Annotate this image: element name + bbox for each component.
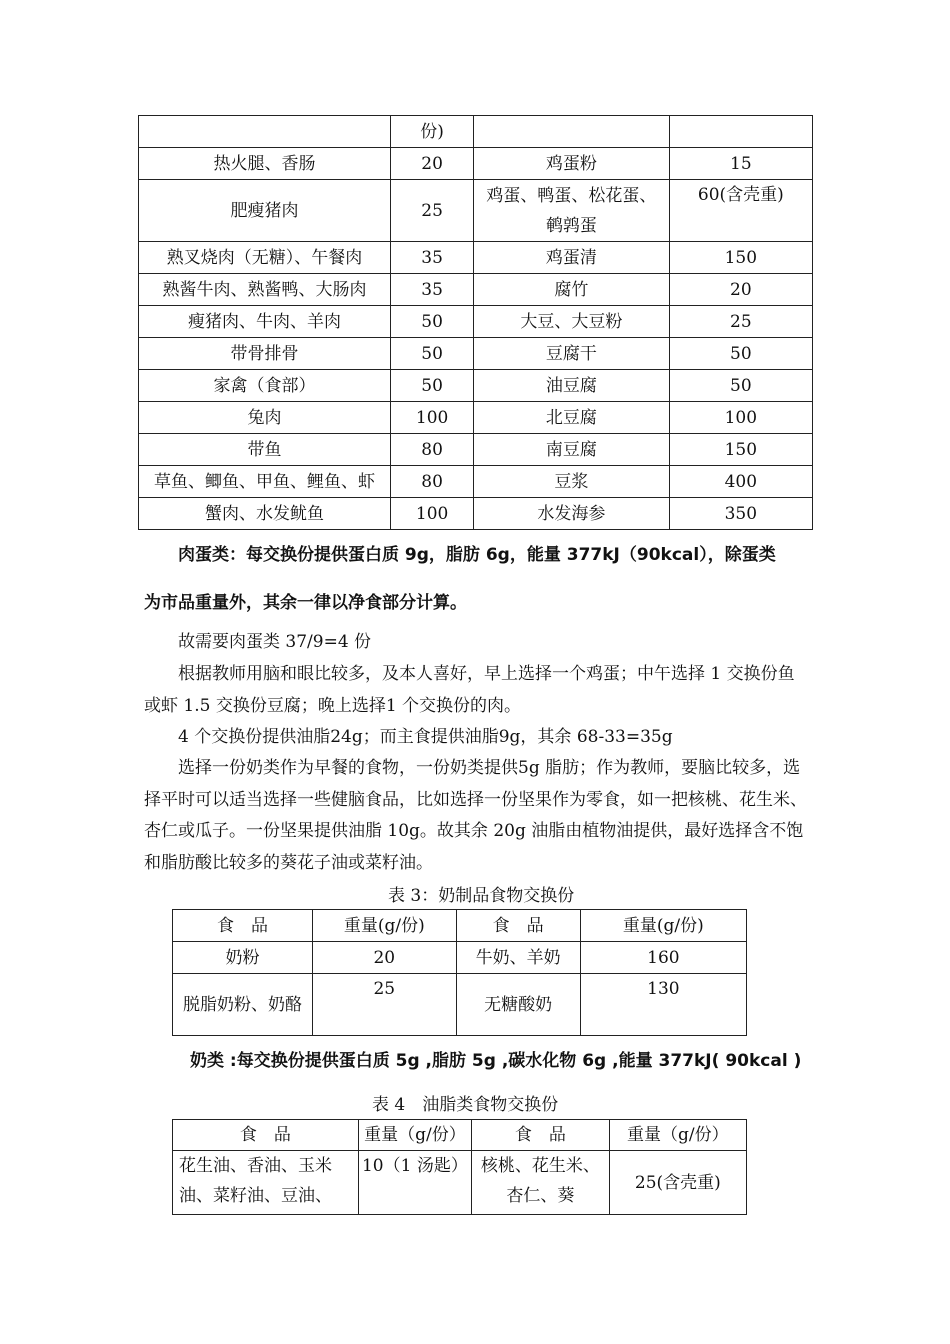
table-row [139,242,813,274]
table-cell: 蟹肉、水发鱿鱼 [139,498,391,530]
table-row [139,116,813,148]
milk-note: 奶类 :每交换份提供蛋白质 5g ,脂肪 5g ,碳水化物 6g ,能量 377kJ( 90kcal ) [190,1051,802,1071]
table-cell: 鸡蛋粉 [474,148,670,180]
table-row [139,180,813,242]
table-cell: 25 [669,306,812,338]
table-cell: 带鱼 [139,434,391,466]
paragraph-meat-portions: 故需要肉蛋类 37/9=4 份 [178,632,372,652]
table-cell: 25 [313,974,457,1036]
table-cell: 熟酱牛肉、熟酱鸭、大肠肉 [139,274,391,306]
table-cell: 豆腐干 [474,338,670,370]
fat-exchange-table [172,1119,747,1215]
milk-table-caption: 表 3：奶制品食物交换份 [388,886,575,906]
table-cell: 核桃、花生米、杏仁、葵 [472,1151,610,1215]
table-cell: 10（1 汤匙） [358,1151,471,1215]
table-cell: 鸡蛋清 [474,242,670,274]
table-cell: 80 [391,466,474,498]
table-cell: 35 [391,242,474,274]
table-cell: 带骨排骨 [139,338,391,370]
table-cell: 130 [580,974,746,1036]
table-row [173,1151,747,1215]
table-cell: 奶粉 [173,942,313,974]
table-cell: 15 [669,148,812,180]
table-cell: 50 [391,370,474,402]
table-cell: 35 [391,274,474,306]
paragraph-milk-nuts: 选择一份奶类作为早餐的食物，一份奶类提供5g 脂肪；作为教师，要脑比较多，选择平时可以适当选择一些健脑食品，比如选择一份坚果作为零食，如一把核桃、花生米、杏仁或瓜子。一份坚果提供油脂 10g。故其余 20g 油脂由植物油提供，最好选择含不饱和脂肪酸比较多的葵花子油或菜籽油。 [144,758,807,873]
table-cell [669,116,812,148]
table-cell: 份) [391,116,474,148]
meat-note-line1: 肉蛋类：每交换份提供蛋白质 9g，脂肪 6g，能量 377kJ（90kcal），除蛋类 [178,545,776,565]
milk-exchange-table [172,909,747,1036]
table-cell: 北豆腐 [474,402,670,434]
table-cell: 家禽（食部） [139,370,391,402]
table-row [139,274,813,306]
table-cell: 瘦猪肉、牛肉、羊肉 [139,306,391,338]
table-row [139,148,813,180]
fat-table-caption: 表 4 油脂类食物交换份 [372,1095,559,1115]
table-cell: 50 [391,306,474,338]
table-cell: 60(含壳重) [669,180,812,242]
table-cell: 100 [391,498,474,530]
table-cell: 鸡蛋、鸭蛋、松花蛋、鹌鹑蛋 [474,180,670,242]
table-cell: 80 [391,434,474,466]
table-cell: 25 [391,180,474,242]
table-cell: 南豆腐 [474,434,670,466]
table-cell: 脱脂奶粉、奶酪 [173,974,313,1036]
table-row [139,498,813,530]
table-cell: 400 [669,466,812,498]
table-cell: 20 [313,942,457,974]
table-cell: 350 [669,498,812,530]
table-row [139,434,813,466]
table-header-cell: 重量（g/份） [358,1120,471,1151]
table-cell: 50 [669,370,812,402]
table-cell: 50 [669,338,812,370]
table-cell [139,116,391,148]
table-row [139,306,813,338]
table-header-cell: 食 品 [456,910,580,942]
table-cell [474,116,670,148]
table-cell: 150 [669,242,812,274]
table-header-row [173,910,747,942]
table-header-cell: 重量(g/份) [313,910,457,942]
table-header-cell: 重量(g/份) [580,910,746,942]
table-cell: 100 [391,402,474,434]
table-cell: 20 [669,274,812,306]
table-header-cell: 食 品 [472,1120,610,1151]
table-cell: 160 [580,942,746,974]
table-cell: 肥瘦猪肉 [139,180,391,242]
table-row [139,466,813,498]
table-header-cell: 重量（g/份） [609,1120,746,1151]
table-cell: 无糖酸奶 [456,974,580,1036]
table-cell: 豆浆 [474,466,670,498]
table-header-row [173,1120,747,1151]
paragraph-meal-choice: 根据教师用脑和眼比较多，及本人喜好，早上选择一个鸡蛋；中午选择 1 交换份鱼或虾 1.5 交换份豆腐；晚上选择1 个交换份的肉。 [144,664,795,716]
table-header-cell: 食 品 [173,1120,359,1151]
meat-note-line2: 为市品重量外，其余一律以净食部分计算。 [144,593,467,613]
table-cell: 大豆、大豆粉 [474,306,670,338]
table-cell: 热火腿、香肠 [139,148,391,180]
table-cell: 腐竹 [474,274,670,306]
table-cell: 牛奶、羊奶 [456,942,580,974]
table-cell: 草鱼、鲫鱼、甲鱼、鲤鱼、虾 [139,466,391,498]
meat-egg-exchange-table [138,115,813,530]
table-row [139,402,813,434]
table-cell: 20 [391,148,474,180]
table-cell: 油豆腐 [474,370,670,402]
table-header-cell: 食 品 [173,910,313,942]
table-cell: 100 [669,402,812,434]
table-row [173,942,747,974]
table-row [173,974,747,1036]
table-row [139,370,813,402]
paragraph-fat-calc: 4 个交换份提供油脂24g；而主食提供油脂9g，其余 68-33=35g [178,727,673,747]
table-cell: 熟叉烧肉（无糖）、午餐肉 [139,242,391,274]
table-cell: 25(含壳重) [609,1151,746,1215]
table-row [139,338,813,370]
table-cell: 水发海参 [474,498,670,530]
table-cell: 花生油、香油、玉米油、菜籽油、豆油、 [173,1151,359,1215]
table-cell: 150 [669,434,812,466]
table-cell: 50 [391,338,474,370]
table-cell: 兔肉 [139,402,391,434]
